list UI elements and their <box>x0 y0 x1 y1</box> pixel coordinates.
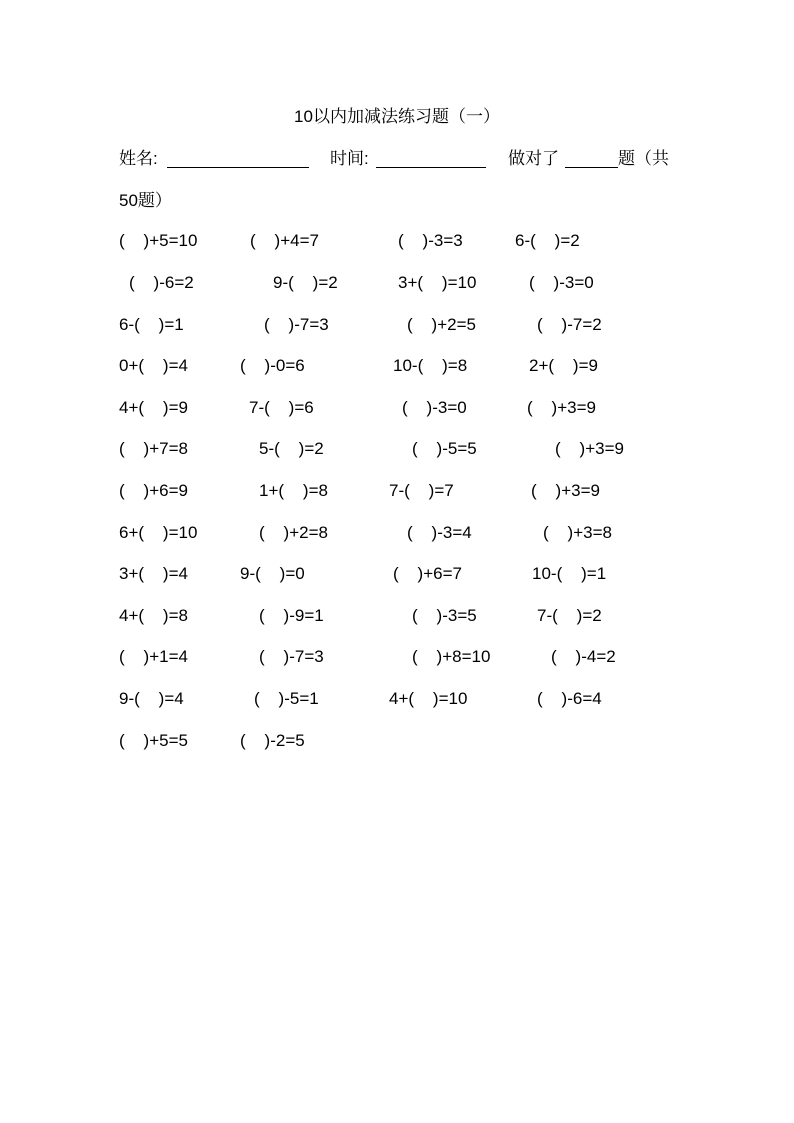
time-label: 时间: <box>330 149 369 168</box>
problem-r8-c3[interactable]: ( )-3=4 <box>407 523 472 542</box>
problem-r1-c3[interactable]: ( )-3=3 <box>398 231 463 250</box>
problem-r2-c2[interactable]: 9-( )=2 <box>273 273 338 292</box>
problem-r4-c3[interactable]: 10-( )=8 <box>393 356 468 375</box>
problem-r8-c2[interactable]: ( )+2=8 <box>259 523 328 542</box>
problem-r13-c2[interactable]: ( )-2=5 <box>240 731 305 750</box>
problem-r5-c2[interactable]: 7-( )=6 <box>249 398 314 417</box>
problem-r7-c2[interactable]: 1+( )=8 <box>259 481 328 500</box>
problem-r9-c2[interactable]: 9-( )=0 <box>240 564 305 583</box>
problem-r6-c3[interactable]: ( )-5=5 <box>412 439 477 458</box>
problem-r9-c1[interactable]: 3+( )=4 <box>119 564 188 583</box>
problem-r3-c1[interactable]: 6-( )=1 <box>119 315 184 334</box>
problem-r5-c1[interactable]: 4+( )=9 <box>119 398 188 417</box>
worksheet-title: 10以内加减法练习题（一） <box>294 107 500 126</box>
problem-r1-c1[interactable]: ( )+5=10 <box>119 231 198 250</box>
problem-r3-c2[interactable]: ( )-7=3 <box>264 315 329 334</box>
problem-r2-c3[interactable]: 3+( )=10 <box>398 273 477 292</box>
problem-r10-c1[interactable]: 4+( )=8 <box>119 606 188 625</box>
problem-r9-c3[interactable]: ( )+6=7 <box>393 564 462 583</box>
problem-r3-c3[interactable]: ( )+2=5 <box>407 315 476 334</box>
problem-r2-c1[interactable]: ( )-6=2 <box>129 273 194 292</box>
problem-r13-c1[interactable]: ( )+5=5 <box>119 731 188 750</box>
problem-r11-c1[interactable]: ( )+1=4 <box>119 647 188 666</box>
problem-r12-c4[interactable]: ( )-6=4 <box>537 689 602 708</box>
problem-r4-c4[interactable]: 2+( )=9 <box>529 356 598 375</box>
name-label: 姓名: <box>119 149 158 168</box>
problem-r6-c4[interactable]: ( )+3=9 <box>555 439 624 458</box>
problem-r7-c4[interactable]: ( )+3=9 <box>531 481 600 500</box>
problem-r4-c2[interactable]: ( )-0=6 <box>240 356 305 375</box>
problem-r4-c1[interactable]: 0+( )=4 <box>119 356 188 375</box>
name-blank[interactable] <box>167 167 309 168</box>
correct-label: 做对了 <box>508 149 559 168</box>
problem-r7-c1[interactable]: ( )+6=9 <box>119 481 188 500</box>
problem-r3-c4[interactable]: ( )-7=2 <box>537 315 602 334</box>
problem-r7-c3[interactable]: 7-( )=7 <box>389 481 454 500</box>
problem-r8-c1[interactable]: 6+( )=10 <box>119 523 198 542</box>
problem-r12-c2[interactable]: ( )-5=1 <box>254 689 319 708</box>
problem-r6-c2[interactable]: 5-( )=2 <box>259 439 324 458</box>
problem-r1-c4[interactable]: 6-( )=2 <box>515 231 580 250</box>
total-questions-line: 50题） <box>119 191 172 210</box>
problem-r11-c3[interactable]: ( )+8=10 <box>412 647 491 666</box>
problem-r5-c4[interactable]: ( )+3=9 <box>527 398 596 417</box>
problem-r8-c4[interactable]: ( )+3=8 <box>543 523 612 542</box>
problem-r1-c2[interactable]: ( )+4=7 <box>250 231 319 250</box>
problem-r10-c2[interactable]: ( )-9=1 <box>259 606 324 625</box>
problem-r10-c4[interactable]: 7-( )=2 <box>537 606 602 625</box>
time-blank[interactable] <box>376 167 486 168</box>
problem-r10-c3[interactable]: ( )-3=5 <box>412 606 477 625</box>
problem-r9-c4[interactable]: 10-( )=1 <box>532 564 607 583</box>
correct-suffix: 题（共 <box>618 149 669 168</box>
correct-count-blank[interactable] <box>565 167 618 168</box>
problem-r6-c1[interactable]: ( )+7=8 <box>119 439 188 458</box>
problem-r2-c4[interactable]: ( )-3=0 <box>529 273 594 292</box>
problem-r12-c1[interactable]: 9-( )=4 <box>119 689 184 708</box>
problem-r12-c3[interactable]: 4+( )=10 <box>389 689 468 708</box>
problem-r11-c4[interactable]: ( )-4=2 <box>551 647 616 666</box>
problem-r5-c3[interactable]: ( )-3=0 <box>402 398 467 417</box>
problem-r11-c2[interactable]: ( )-7=3 <box>259 647 324 666</box>
